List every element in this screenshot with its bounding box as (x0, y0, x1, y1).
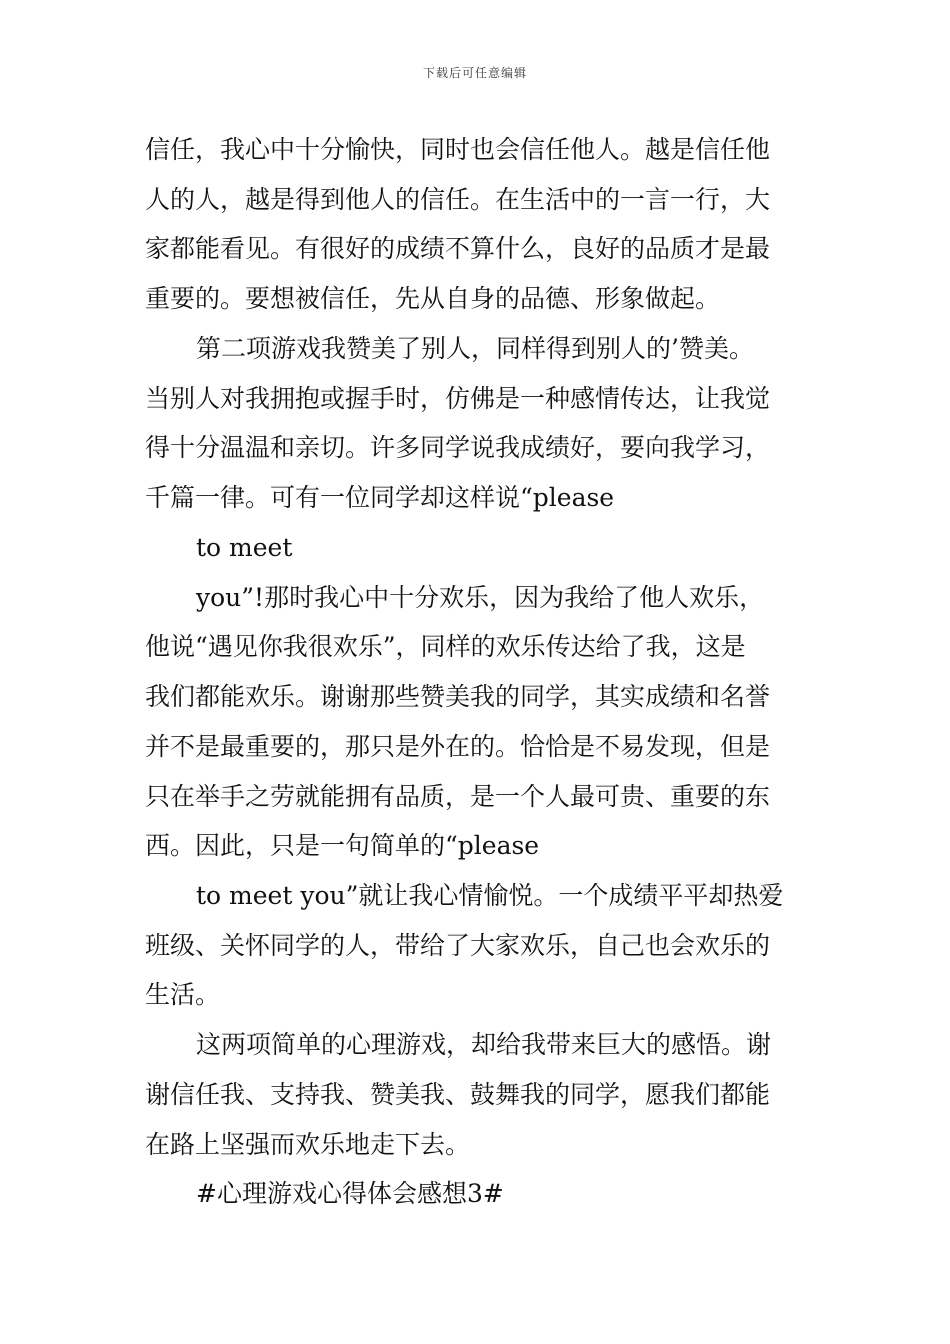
text-line: 他说“遇见你我很欢乐”，同样的欢乐传达给了我，这是 (145, 632, 746, 661)
text-line: to meet you”就让我心情愉悦。一个成绩平平却热爱 (196, 881, 784, 910)
text-line: 信任，我心中十分愉快，同时也会信任他人。越是信任他 (145, 135, 771, 164)
text-line: 这两项简单的心理游戏，却给我带来巨大的感悟。谢 (196, 1030, 772, 1059)
text-line: 家都能看见。有很好的成绩不算什么，良好的品质才是最 (145, 234, 771, 263)
page-header: 下载后可任意编辑 (422, 66, 527, 80)
text-line: 只在举手之劳就能拥有品质，是一个人最可贵、重要的东 (145, 782, 771, 811)
text-line: 西。因此，只是一句简单的“please (145, 831, 540, 860)
text-line: 并不是最重要的，那只是外在的。恰恰是不易发现，但是 (145, 732, 771, 761)
text-line: you”!那时我心中十分欢乐，因为我给了他人欢乐， (196, 583, 765, 612)
text-line: 得十分温温和亲切。许多同学说我成绩好，要向我学习， (145, 433, 771, 462)
text-line: 生活。 (145, 980, 221, 1009)
text-line: 在路上坚强而欢乐地走下去。 (145, 1130, 471, 1159)
text-line: 第二项游戏我赞美了别人，同样得到别人的’赞美。 (196, 334, 754, 363)
text-line: to meet (196, 533, 293, 562)
text-line: 班级、关怀同学的人，带给了大家欢乐，自己也会欢乐的 (145, 931, 771, 960)
section-heading: #心理游戏心得体会感想3# (196, 1179, 504, 1208)
text-line: 人的人，越是得到他人的信任。在生活中的一言一行，大 (145, 185, 771, 214)
text-line: 谢信任我、支持我、赞美我、鼓舞我的同学，愿我们都能 (145, 1080, 771, 1109)
text-line: 我们都能欢乐。谢谢那些赞美我的同学，其实成绩和名誉 (145, 682, 771, 711)
text-line: 当别人对我拥抱或握手时，仿佛是一种感情传达，让我觉 (145, 384, 771, 413)
text-line: 重要的。要想被信任，先从自身的品德、形象做起。 (145, 284, 721, 313)
text-line: 千篇一律。可有一位同学却这样说“please (145, 483, 615, 512)
